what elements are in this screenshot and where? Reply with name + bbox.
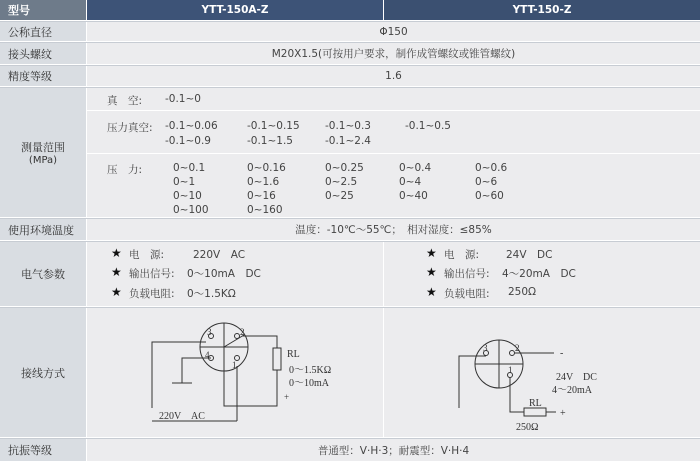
accuracy-label: 精度等级 bbox=[0, 66, 86, 86]
output-value-b: 4～20mA DC bbox=[502, 268, 576, 280]
vibration-label: 抗振等级 bbox=[0, 439, 86, 461]
range-divider-2 bbox=[87, 153, 700, 154]
star-icon: ★ bbox=[111, 265, 122, 279]
pin-2 bbox=[510, 351, 515, 356]
header-row bbox=[0, 0, 700, 20]
power-label-b: 电 源: bbox=[444, 249, 480, 261]
range-unit: (MPa) bbox=[28, 155, 58, 166]
thread-row bbox=[0, 42, 700, 64]
pin-label-1-b: 1 bbox=[508, 365, 513, 375]
model-a-header: YTT-150A-Z bbox=[87, 0, 383, 20]
pressure-value-4: 0~0.4 bbox=[399, 162, 432, 174]
rl-resistor-a bbox=[273, 348, 281, 370]
minus-label-b: - bbox=[560, 348, 564, 359]
compound-value-4: -0.1~0.5 bbox=[405, 120, 451, 132]
compound-value-1: -0.1~0.06 bbox=[165, 120, 218, 132]
load-value-a: 0～1.5KΩ bbox=[187, 288, 236, 300]
rl-label-b: RL bbox=[529, 398, 542, 409]
pressure-value-7: 0~1.6 bbox=[247, 176, 280, 188]
thread-value: M20Ⅹ1.5(可按用户要求，制作成管螺纹或锥管螺纹) bbox=[87, 43, 700, 64]
compound-value-2: -0.1~0.15 bbox=[247, 120, 300, 132]
accuracy-row bbox=[0, 65, 700, 86]
accuracy-value: 1.6 bbox=[87, 66, 700, 86]
star-icon: ★ bbox=[111, 285, 122, 299]
vibration-row bbox=[0, 438, 700, 461]
pressure-value-6: 0~1 bbox=[173, 176, 196, 188]
electric-row bbox=[0, 241, 700, 306]
vacuum-value: -0.1~0 bbox=[165, 93, 201, 105]
supply-i-label-b: 4～20mA bbox=[552, 385, 592, 396]
pressure-label: 压 力: bbox=[107, 164, 143, 176]
compound-value-6: -0.1~1.5 bbox=[247, 135, 293, 147]
pressure-value-16: 0~100 bbox=[173, 204, 209, 216]
environment-value: 温度：-10℃～55℃； 相对湿度：≤85% bbox=[87, 219, 700, 240]
pressure-value-9: 0~4 bbox=[399, 176, 422, 188]
range-label: 测量范围 bbox=[21, 141, 65, 154]
electric-label: 电气参数 bbox=[0, 242, 86, 306]
rl-label-a: RL bbox=[287, 349, 300, 360]
plus-label-a: + bbox=[284, 392, 290, 402]
diameter-value: Φ150 bbox=[87, 22, 700, 41]
range-i-label: 0～10mA bbox=[289, 378, 329, 389]
star-icon: ★ bbox=[426, 246, 437, 260]
pressure-value-14: 0~40 bbox=[399, 190, 428, 202]
pressure-value-12: 0~16 bbox=[247, 190, 276, 202]
electric-a bbox=[87, 242, 383, 306]
model-b-header: YTT-150-Z bbox=[384, 0, 700, 20]
rl-resistor-b bbox=[524, 408, 546, 416]
pin-label-2-b: 2 bbox=[515, 343, 520, 353]
supply-v-label-b: 24V DC bbox=[556, 372, 597, 383]
output-value-a: 0～10mA DC bbox=[187, 268, 261, 280]
pressure-value-11: 0~10 bbox=[173, 190, 202, 202]
pin-label-4: 4 bbox=[205, 350, 210, 360]
range-row bbox=[0, 87, 700, 217]
range-values bbox=[87, 88, 700, 217]
vibration-value: 普通型：V·H·3；耐震型：V·H·4 bbox=[87, 439, 700, 461]
wiring-diagram-a bbox=[87, 308, 383, 437]
pressure-value-15: 0~60 bbox=[475, 190, 504, 202]
compound-value-5: -0.1~0.9 bbox=[165, 135, 211, 147]
wiring-row bbox=[0, 307, 700, 437]
thread-label: 接头螺纹 bbox=[0, 43, 86, 64]
environment-row bbox=[0, 218, 700, 240]
load-label-b: 负载电阻: bbox=[444, 288, 490, 300]
pressure-value-13: 0~25 bbox=[325, 190, 354, 202]
load-label-a: 负载电阻: bbox=[129, 288, 175, 300]
power-label-a: 电 源: bbox=[129, 249, 165, 261]
environment-label: 使用环境温度 bbox=[0, 219, 86, 240]
wiring-diagram-b bbox=[384, 308, 700, 437]
pressure-value-5: 0~0.6 bbox=[475, 162, 508, 174]
power-value-b: 24V DC bbox=[506, 249, 553, 261]
pin-label-3-b: 3 bbox=[483, 343, 488, 353]
electric-b bbox=[384, 242, 700, 306]
compound-value-7: -0.1~2.4 bbox=[325, 135, 371, 147]
vacuum-label: 真 空: bbox=[107, 95, 143, 107]
pressure-value-3: 0~0.25 bbox=[325, 162, 364, 174]
plus-label-b: + bbox=[560, 408, 566, 419]
supply-label-a: 220V AC bbox=[159, 411, 205, 422]
wiring-label: 接线方式 bbox=[0, 308, 86, 437]
range-divider-1 bbox=[87, 110, 700, 111]
pin-2 bbox=[235, 334, 240, 339]
pressure-value-10: 0~6 bbox=[475, 176, 498, 188]
compound-label: 压力真空: bbox=[107, 122, 153, 134]
pressure-value-8: 0~2.5 bbox=[325, 176, 358, 188]
pressure-value-17: 0~160 bbox=[247, 204, 283, 216]
range-label-cell bbox=[0, 88, 86, 217]
diameter-row bbox=[0, 21, 700, 41]
pin-label-3: 3 bbox=[207, 327, 212, 337]
wiring-b-svg bbox=[384, 308, 700, 438]
pin-label-1: 1 bbox=[232, 360, 237, 370]
power-value-a: 220V AC bbox=[193, 249, 246, 261]
diameter-label: 公称直径 bbox=[0, 22, 86, 41]
star-icon: ★ bbox=[426, 265, 437, 279]
pressure-value-2: 0~0.16 bbox=[247, 162, 286, 174]
output-label-a: 输出信号: bbox=[129, 268, 175, 280]
rl-value-b: 250Ω bbox=[516, 422, 539, 433]
load-value-b: 250Ω bbox=[508, 286, 537, 298]
wiring-a-svg bbox=[87, 308, 383, 438]
star-icon: ★ bbox=[111, 246, 122, 260]
compound-value-3: -0.1~0.3 bbox=[325, 120, 371, 132]
range-r-label: 0～1.5KΩ bbox=[289, 365, 332, 376]
pressure-value-1: 0~0.1 bbox=[173, 162, 206, 174]
star-icon: ★ bbox=[426, 285, 437, 299]
header-label: 型号 bbox=[0, 0, 86, 20]
output-label-b: 输出信号: bbox=[444, 268, 490, 280]
pin-label-2: 2 bbox=[240, 327, 245, 337]
